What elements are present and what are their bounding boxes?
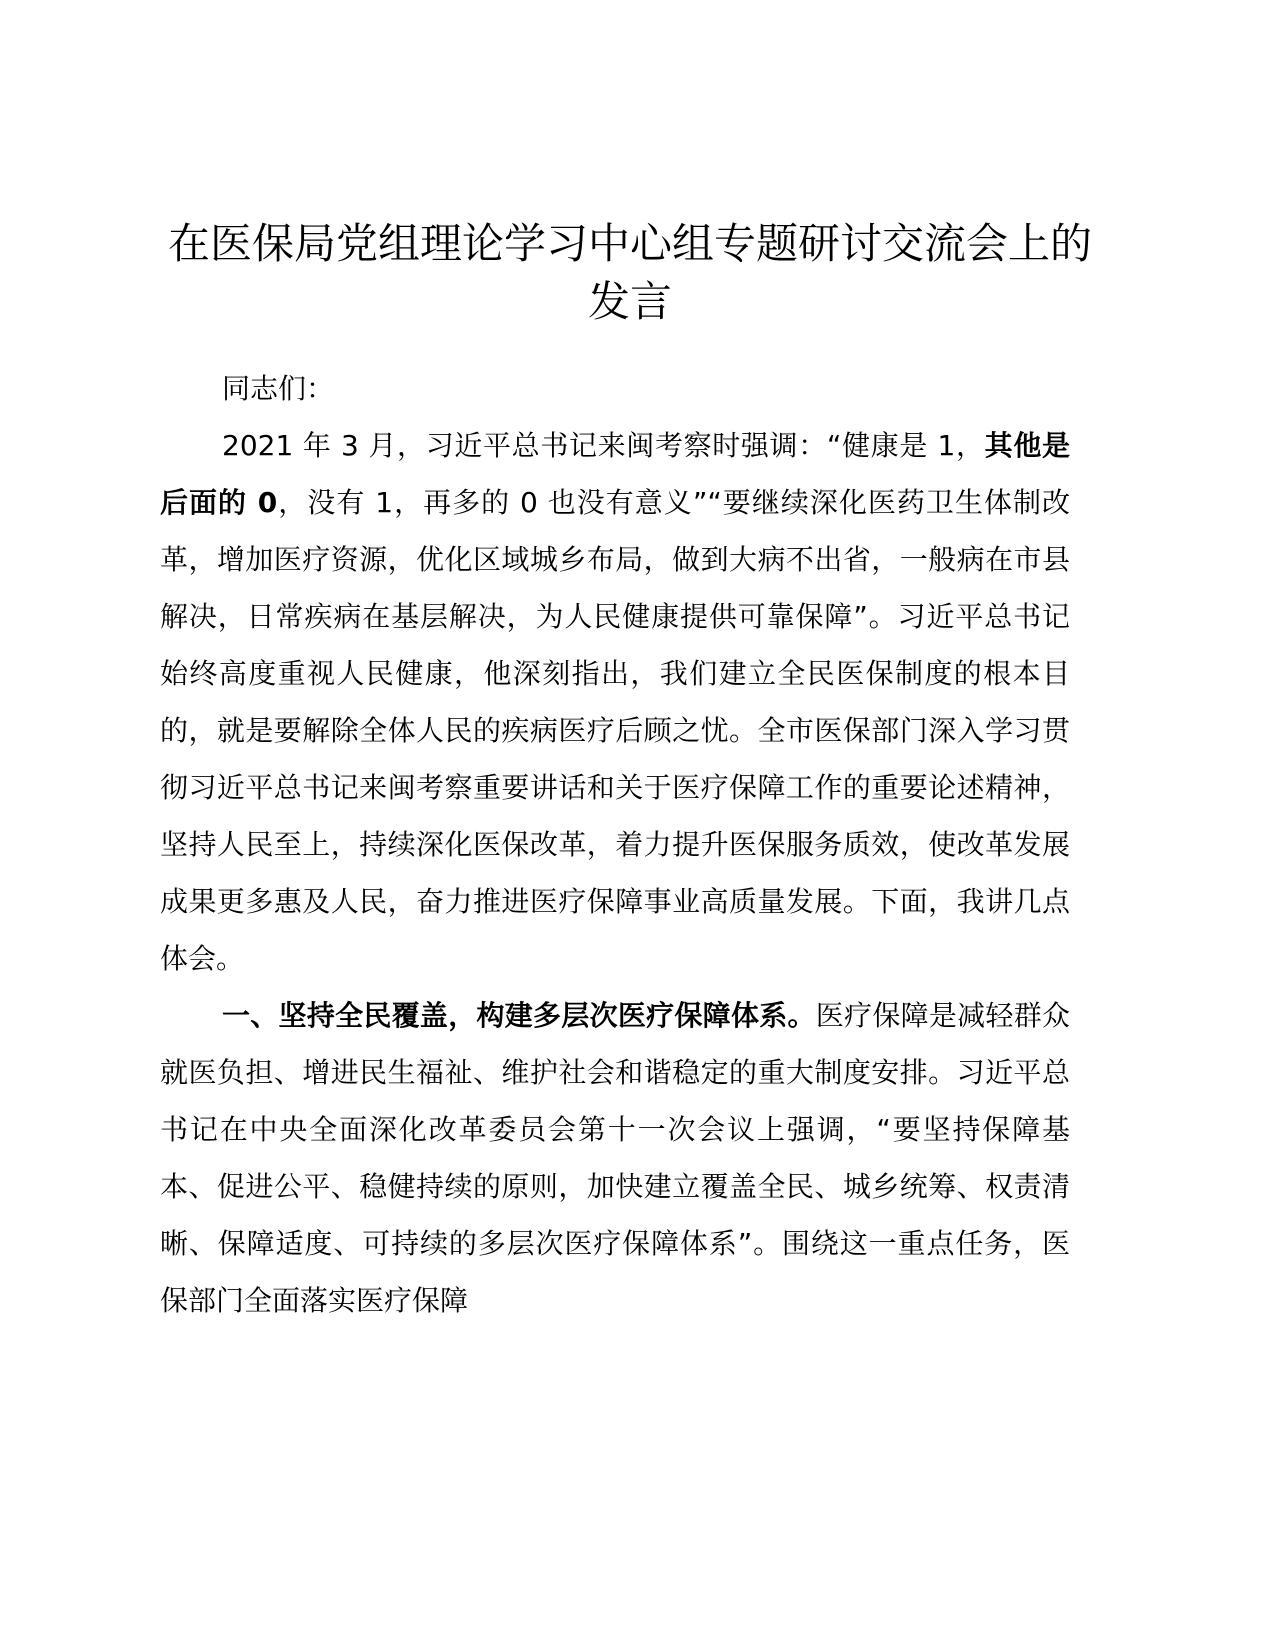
paragraph-intro-bold: 其他是后面的 0 bbox=[160, 429, 1070, 519]
paragraph-intro-rest: ，没有 1，再多的 0 也没有意义”“要继续深化医药卫生体制改革，增加医疗资源，优化区域城乡布局，做到大病不出省，一般病在市县解决，日常疾病在基层解决，为人民健康提供可靠保障”。习近平总书记始终高度重视人民健康，他深刻指出，我们建立全民医保制度的根本目的，就是要解除全体人民的疾病医疗后顾之忧。全市医保部门深入学习贯彻习近平总书记来闽考察重要讲话和关于医疗保障工作的重要论述精神，坚持人民至上，持续深化医保改革，着力提升医保服务质效，使改革发展成果更多惠及人民，奋力推进医疗保障事业高质量发展。下面，我讲几点体会。 bbox=[160, 486, 1070, 975]
section-one bbox=[160, 987, 1070, 1329]
document-body bbox=[160, 360, 1070, 1329]
salutation: 同志们： bbox=[222, 372, 335, 405]
section-one-text: 医疗保障是减轻群众就医负担、增进民生福祉、维护社会和谐稳定的重大制度安排。习近平总书记在中央全面深化改革委员会第十一次会议上强调，“要坚持保障基本、促进公平、稳健持续的原则，加快建立覆盖全民、城乡统筹、权责清晰、保障适度、可持续的多层次医疗保障体系”。围绕这一重点任务，医保部门全面落实医疗保障 bbox=[160, 999, 1070, 1317]
paragraph-intro bbox=[160, 417, 1070, 987]
document-title: 在医保局党组理论学习中心组专题研讨交流会上的发言 bbox=[167, 219, 1092, 326]
paragraph-intro-lead: 2021 年 3 月，习近平总书记来闽考察时强调：“健康是 1， bbox=[222, 429, 985, 462]
section-one-heading: 一、坚持全民覆盖，构建多层次医疗保障体系。 bbox=[222, 999, 816, 1032]
